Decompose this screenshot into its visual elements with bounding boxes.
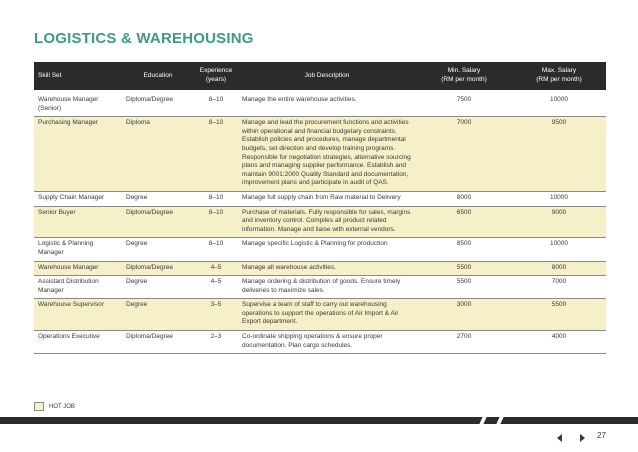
- cell-min-salary: 7500: [416, 92, 512, 117]
- header-job-description: Job Description: [238, 62, 416, 92]
- table-row: [34, 206, 606, 238]
- cell-description: Manage and lead the procurement functions and activities within operational and financial budgetary constraints. Establish policies and procedures, manage departmental budgets, set direction and develop training programs. Responsible for negotiation strategies, alternative sourcing plans and managing supplier performance. Establish and maintain 9001:2000 Quality Standard and documentation, improvement plans and participate in audit of QAS.: [238, 117, 416, 192]
- header-experience-line2: (years): [205, 76, 227, 83]
- cell-experience: 4–5: [194, 276, 238, 299]
- cell-education: Degree: [122, 238, 194, 261]
- cell-experience: 8–10: [194, 117, 238, 192]
- cell-education: Degree: [122, 191, 194, 206]
- header-min-salary-line1: Min. Salary: [447, 67, 481, 75]
- cell-max-salary: 5500: [512, 299, 606, 331]
- chevron-left-icon[interactable]: [557, 434, 562, 442]
- header-skill-set: Skill Set: [34, 62, 122, 92]
- header-experience: [194, 62, 238, 92]
- cell-skill: Operations Executive: [34, 331, 122, 354]
- cell-min-salary: 5500: [416, 261, 512, 276]
- cell-description: Manage full supply chain from Raw material to Delivery: [238, 191, 416, 206]
- cell-skill: Senior Buyer: [34, 206, 122, 238]
- cell-experience: 8–10: [194, 191, 238, 206]
- table-row: [34, 299, 606, 331]
- header-max-salary-line1: Max. Salary: [541, 67, 577, 75]
- cell-education: Diploma/Degree: [122, 331, 194, 354]
- cell-min-salary: 3000: [416, 299, 512, 331]
- header-education: Education: [122, 62, 194, 92]
- cell-max-salary: 10000: [512, 191, 606, 206]
- cell-max-salary: 10000: [512, 238, 606, 261]
- cell-description: Manage the entire warehouse activities.: [238, 92, 416, 117]
- table-row: [34, 276, 606, 299]
- footer-bar: [0, 417, 638, 424]
- cell-experience: 3–5: [194, 299, 238, 331]
- cell-skill: Warehouse Manager: [34, 261, 122, 276]
- cell-description: Manage ordering & distribution of goods. Ensure timely deliveries to maximize sales.: [238, 276, 416, 299]
- cell-education: Degree: [122, 276, 194, 299]
- cell-experience: 4–5: [194, 261, 238, 276]
- cell-min-salary: 8500: [416, 238, 512, 261]
- cell-max-salary: 8000: [512, 261, 606, 276]
- table-row: [34, 117, 606, 192]
- cell-max-salary: 9500: [512, 117, 606, 192]
- cell-max-salary: 9000: [512, 206, 606, 238]
- table-row: [34, 331, 606, 354]
- cell-education: Diploma/Degree: [122, 206, 194, 238]
- table-row: [34, 238, 606, 261]
- cell-min-salary: 5500: [416, 276, 512, 299]
- chevron-right-icon[interactable]: [580, 434, 585, 442]
- cell-skill: Logistic & Planning Manager: [34, 238, 122, 261]
- table-row: [34, 261, 606, 276]
- header-max-salary-line2: (RM per month): [536, 76, 582, 83]
- cell-description: Co-ordinate shipping operations & ensure proper documentation. Plan cargo schedules.: [238, 331, 416, 354]
- cell-description: Supervise a team of staff to carry out warehousing operations to support the operations of Air Import & Air Export department.: [238, 299, 416, 331]
- table-row: [34, 191, 606, 206]
- cell-min-salary: 7000: [416, 117, 512, 192]
- cell-education: Degree: [122, 299, 194, 331]
- header-min-salary-line2: (RM per month): [441, 76, 487, 83]
- cell-description: Manage specific Logistic & Planning for production: [238, 238, 416, 261]
- cell-experience: 2–3: [194, 331, 238, 354]
- hot-job-swatch: [34, 402, 44, 411]
- page-title: LOGISTICS & WAREHOUSING: [34, 30, 254, 47]
- cell-skill: Supply Chain Manager: [34, 191, 122, 206]
- cell-skill: Warehouse Supervisor: [34, 299, 122, 331]
- cell-min-salary: 6500: [416, 206, 512, 238]
- hot-job-legend: [34, 402, 75, 411]
- cell-max-salary: 10000: [512, 92, 606, 117]
- cell-skill: Warehouse Manager (Senior): [34, 92, 122, 117]
- cell-education: Diploma/Degree: [122, 261, 194, 276]
- table-header-row: [34, 62, 606, 92]
- cell-experience: 8–10: [194, 238, 238, 261]
- cell-min-salary: 8000: [416, 191, 512, 206]
- cell-min-salary: 2700: [416, 331, 512, 354]
- cell-skill: Assistant Distribution Manager: [34, 276, 122, 299]
- cell-max-salary: 7000: [512, 276, 606, 299]
- cell-max-salary: 4000: [512, 331, 606, 354]
- table-row: [34, 92, 606, 117]
- cell-description: Manage all warehouse activities.: [238, 261, 416, 276]
- salary-table: [34, 62, 606, 354]
- header-experience-line1: Experience: [199, 67, 233, 75]
- cell-education: Diploma/Degree: [122, 92, 194, 117]
- header-max-salary: [512, 62, 606, 92]
- page-number: 27: [597, 431, 606, 440]
- cell-education: Diploma: [122, 117, 194, 192]
- hot-job-label: HOT JOB: [49, 403, 75, 410]
- cell-skill: Purchasing Manager: [34, 117, 122, 192]
- header-min-salary: [416, 62, 512, 92]
- cell-experience: 8–10: [194, 206, 238, 238]
- cell-description: Purchase of materials. Fully responsible for sales, margins and inventory control. Compiles all product related information. Manage and liaise with external vendors.: [238, 206, 416, 238]
- cell-experience: 8–10: [194, 92, 238, 117]
